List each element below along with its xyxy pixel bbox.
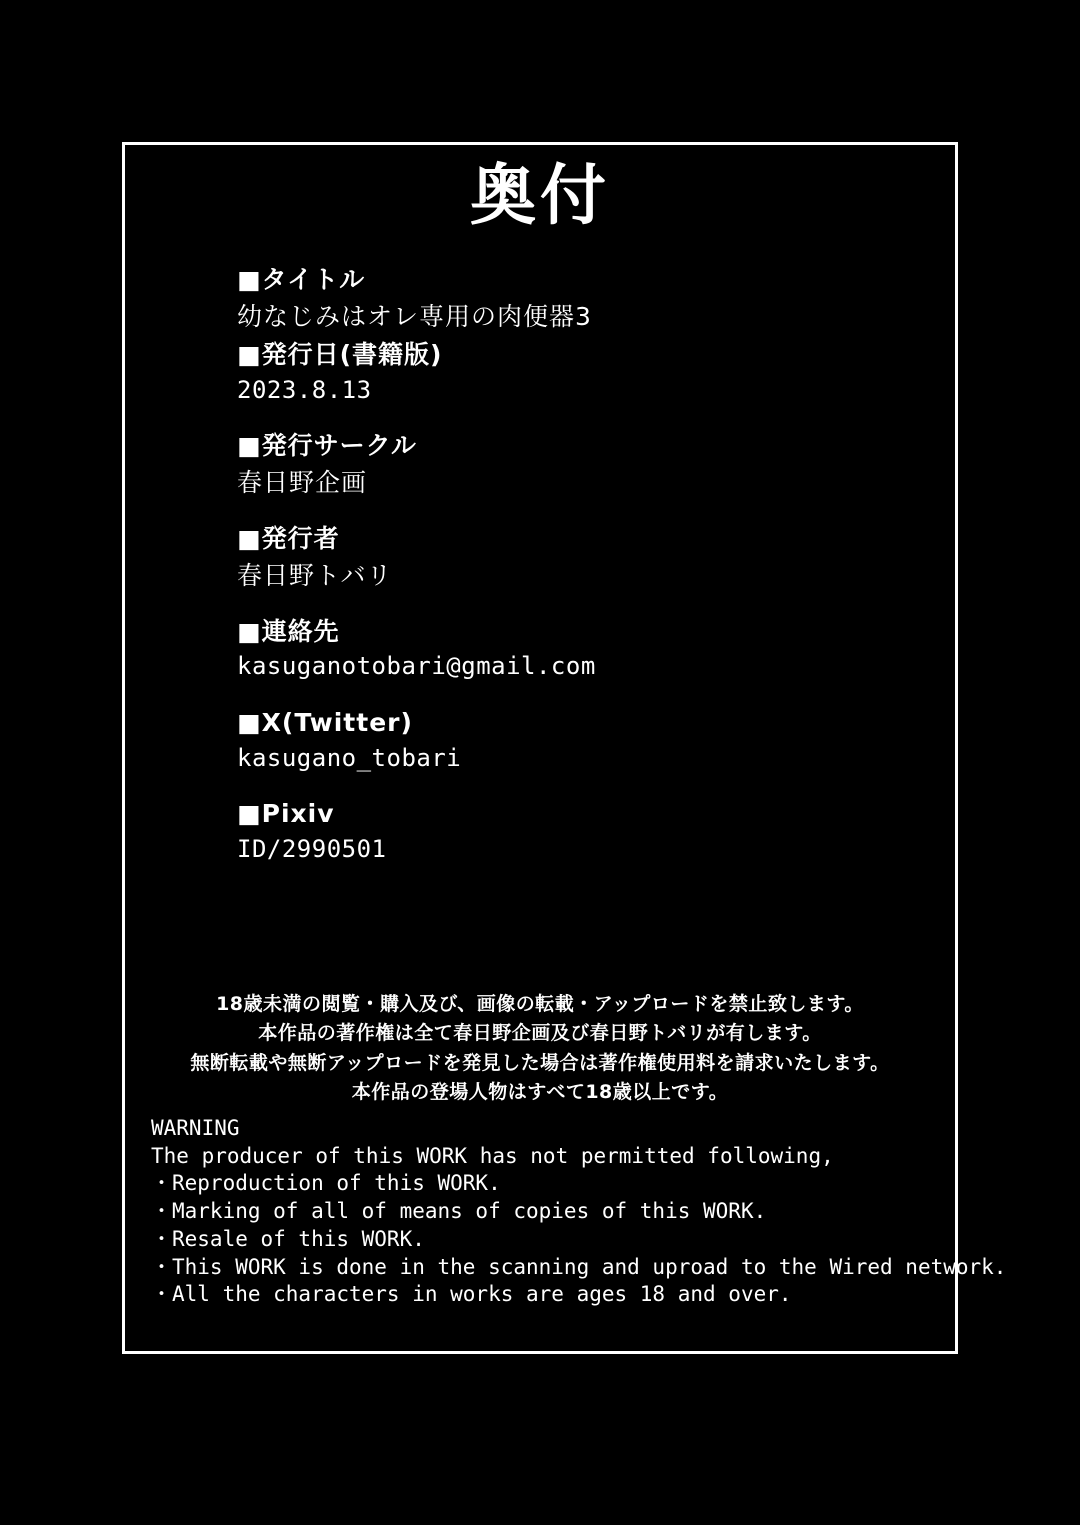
field-contact-label: ■連絡先 <box>237 616 340 646</box>
warning-line-1: The producer of this WORK has not permitted following, <box>151 1143 834 1168</box>
warning-line-4: ・Resale of this WORK. <box>151 1226 425 1251</box>
field-twitter-value: kasugano_tobari <box>237 743 462 772</box>
warning-line-5: ・This WORK is done in the scanning and uproad to the Wired network. <box>151 1254 1007 1279</box>
field-publish-date-value: 2023.8.13 <box>237 375 372 404</box>
warning-heading: WARNING <box>151 1116 240 1140</box>
field-contact <box>237 615 877 684</box>
age-notice-line-4: 本作品の登場人物はすべて18歳以上です。 <box>351 1081 729 1104</box>
age-notice-line-2: 本作品の著作権は全て春日野企画及び春日野トバリが有します。 <box>258 1022 822 1045</box>
field-publish-date-label: ■発行日(書籍版) <box>237 339 443 369</box>
field-circle-value: 春日野企画 <box>237 467 368 497</box>
field-twitter <box>237 706 877 775</box>
field-contact-value: kasuganotobari@gmail.com <box>237 652 596 681</box>
age-notice-line-1: 18歳未満の閲覧・購入及び、画像の転載・アップロードを禁止致します。 <box>216 993 864 1015</box>
field-publisher-value: 春日野トバリ <box>237 560 393 590</box>
field-pixiv-label: ■Pixiv <box>237 799 335 829</box>
colophon-frame <box>122 142 1007 1354</box>
field-title-label: ■タイトル <box>237 265 366 294</box>
field-pixiv <box>237 797 877 866</box>
field-title-value: 幼なじみはオレ専用の肉便器3 <box>237 301 592 331</box>
age-notice <box>125 990 955 1108</box>
field-pixiv-value: ID/2990501 <box>237 835 387 864</box>
field-title <box>237 263 877 334</box>
colophon-fields <box>237 263 877 889</box>
field-twitter-label: ■X(Twitter) <box>237 707 413 737</box>
field-publisher <box>237 522 877 593</box>
field-publish-date <box>237 338 877 407</box>
page-title: 奥付 <box>470 157 610 234</box>
age-notice-line-3: 無断転載や無断アップロードを発見した場合は著作権使用料を請求いたします。 <box>190 1051 890 1074</box>
warning-block <box>151 1115 1006 1309</box>
warning-line-2: ・Reproduction of this WORK. <box>151 1171 501 1196</box>
field-publisher-label: ■発行者 <box>237 523 340 553</box>
field-circle-label: ■発行サークル <box>237 431 417 461</box>
warning-line-3: ・Marking of all of means of copies of this WORK. <box>151 1199 767 1224</box>
warning-line-6: ・All the characters in works are ages 18 and over. <box>151 1282 792 1307</box>
field-circle <box>237 429 877 500</box>
